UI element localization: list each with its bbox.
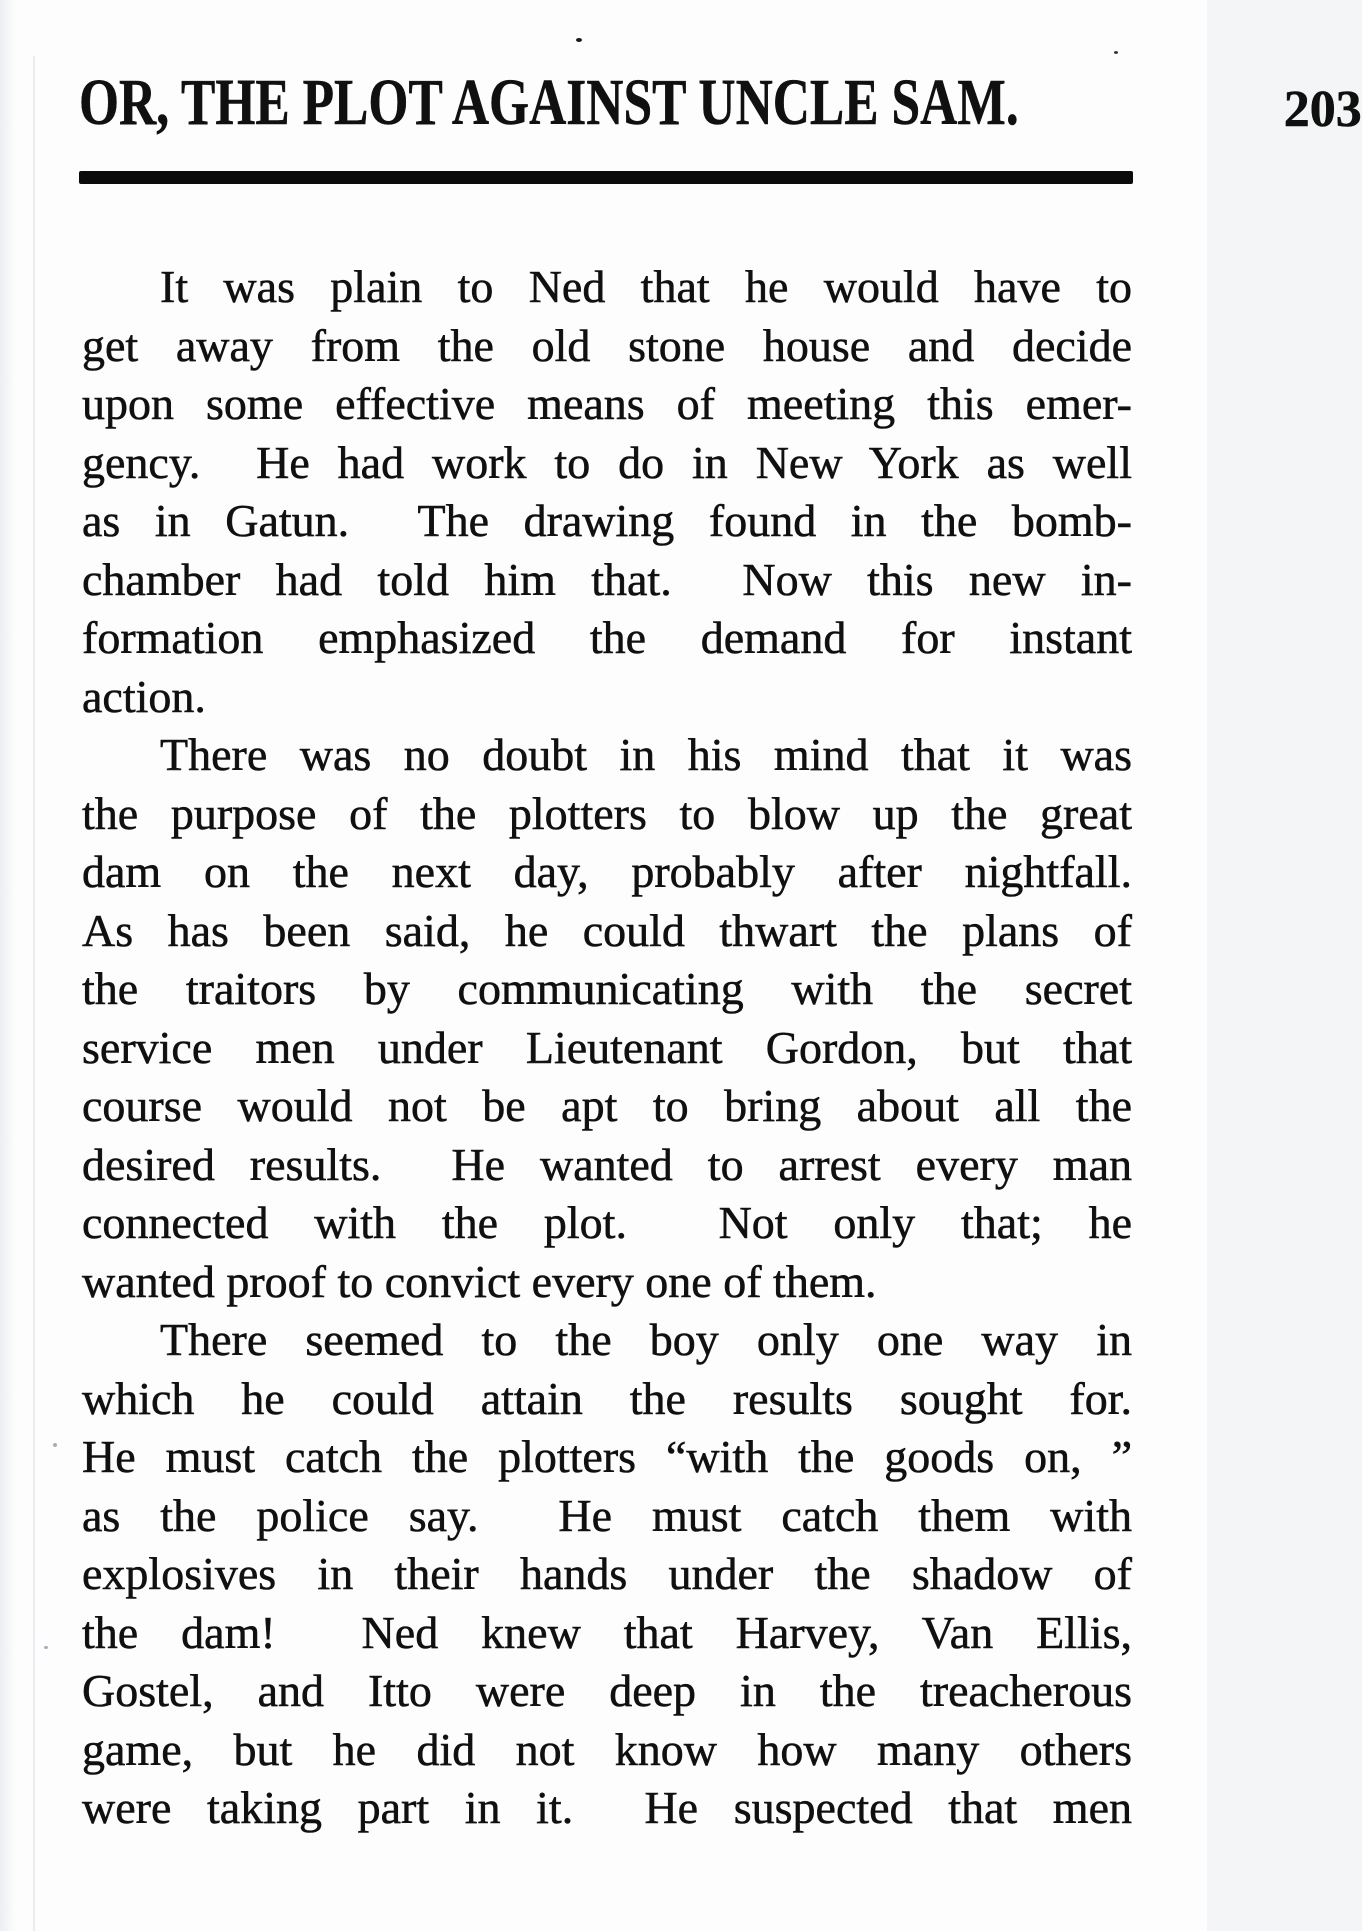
running-title: OR, THE PLOT AGAINST UNCLE SAM. <box>79 66 1019 139</box>
text-line: action. <box>82 670 206 722</box>
text-line: upon some effective means of meeting this emer- <box>82 378 1132 429</box>
text-line: as the police say. He must catch them with <box>82 1489 1132 1541</box>
ink-speck <box>44 1646 48 1649</box>
text-line: the traitors by communicating with the secret <box>82 963 1132 1014</box>
text-line: game, but he did not know how many others <box>82 1723 1132 1775</box>
text-line: which he could attain the results sought for. <box>82 1372 1132 1424</box>
text-line: service men under Lieutenant Gordon, but that <box>82 1021 1132 1073</box>
ink-speck <box>576 38 582 42</box>
text-line: He must catch the plotters “with the goods on, ” <box>82 1431 1132 1482</box>
page-header <box>79 66 1362 139</box>
text-line: connected with the plot. Not only that; he <box>82 1197 1132 1248</box>
paragraph <box>82 1311 1132 1838</box>
text-line: explosives in their hands under the shadow of <box>82 1548 1132 1599</box>
text-line: There seemed to the boy only one way in <box>160 1314 1132 1365</box>
header-rule <box>79 171 1133 184</box>
paragraph <box>82 258 1132 726</box>
text-line: Gostel, and Itto were deep in the treacherous <box>82 1665 1132 1716</box>
ink-speck <box>1114 51 1118 54</box>
ink-speck <box>53 1443 57 1447</box>
text-line: gency. He had work to do in New York as well <box>82 436 1132 488</box>
text-line: formation emphasized the demand for instant <box>82 612 1132 663</box>
page-number: 203 <box>1283 81 1362 138</box>
paragraph <box>82 726 1132 1311</box>
body-text <box>82 258 1132 1838</box>
text-line: as in Gatun. The drawing found in the bomb- <box>82 495 1132 546</box>
scan-edge-artifact <box>33 56 35 1931</box>
text-line: There was no doubt in his mind that it was <box>160 729 1132 780</box>
text-line: desired results. He wanted to arrest every man <box>82 1138 1132 1190</box>
text-line: wanted proof to convict every one of them. <box>82 1255 877 1307</box>
text-line: course would not be apt to bring about all the <box>82 1080 1132 1131</box>
text-line: It was plain to Ned that he would have to <box>160 261 1132 312</box>
text-line: chamber had told him that. Now this new in- <box>82 553 1132 605</box>
text-line: As has been said, he could thwart the plans of <box>82 904 1132 956</box>
text-line: the dam! Ned knew that Harvey, Van Ellis, <box>82 1606 1132 1658</box>
text-line: dam on the next day, probably after nightfall. <box>82 846 1132 897</box>
text-line: were taking part in it. He suspected that men <box>82 1782 1132 1833</box>
text-line: the purpose of the plotters to blow up the great <box>82 787 1132 839</box>
text-line: get away from the old stone house and decide <box>82 319 1132 371</box>
